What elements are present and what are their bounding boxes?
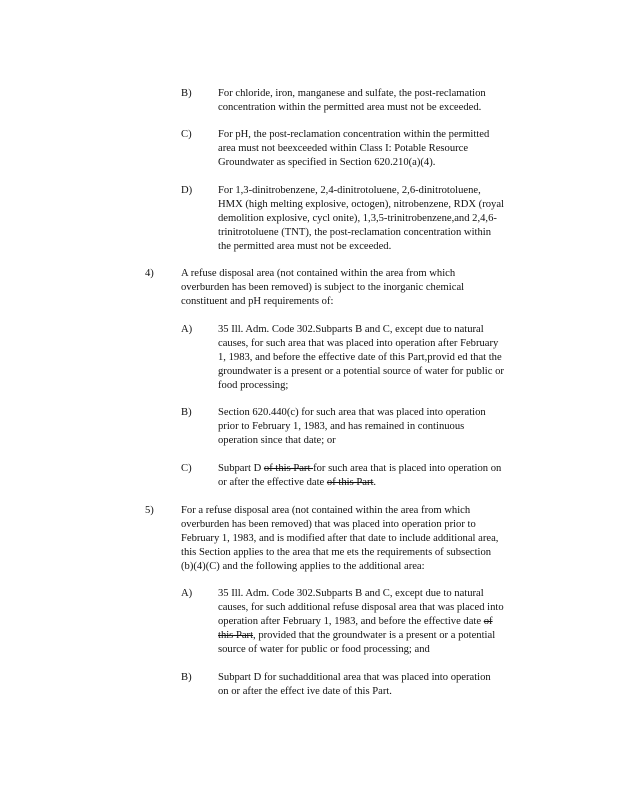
struck-text: this Part [218,630,254,641]
item-text [181,267,493,309]
text-run: A refuse disposal area (not contained within the area from which [181,268,456,279]
text-run: HMX (high melting explosive, octogen), nitrobenzene, RDX (royal [218,199,504,210]
text-run: Section 620.440(c) for such area that was placed into operation [218,407,486,418]
text-line [218,87,510,101]
text-line [181,532,537,546]
text-run: , provided that the groundwater is a present or a potential [253,630,496,641]
text-run: 35 Ill. Adm. Code 302.Subparts B and C, except due to natural [218,588,484,599]
text-run: this Section applies to the area that me ets the requirements of subsection [181,547,492,558]
text-line [218,685,518,699]
text-run: For pH, the post-reclamation concentration within the permitted [218,129,490,140]
text-line [218,128,518,142]
struck-text: of this Part [263,463,314,474]
text-run: or after the effective date [218,477,327,488]
text-line [218,337,542,351]
text-line [218,671,518,685]
text-run: area must not beexceeded within Class I: Potable Resource [218,143,469,154]
text-run: constituent and pH requirements of: [181,296,334,307]
text-run: food processing; [218,380,289,391]
text-run: causes, for such additional refuse disposal area that was placed into [218,602,504,613]
item-label: 5) [145,505,154,516]
item-text [218,671,518,699]
text-line [218,226,538,240]
text-line [181,560,537,574]
text-line [218,462,536,476]
item-text [218,323,542,393]
text-line [218,643,540,657]
text-line [218,601,540,615]
text-line [181,267,493,281]
text-run: demolition explosive, cycl onite), 1,3,5-trinitrobenzene,and 2,4,6- [218,213,497,224]
item-text [218,87,510,115]
text-run: Groundwater as specified in Section 620.210(a)(4). [218,157,436,168]
text-run: for such area that is placed into operation on [313,463,502,474]
text-line [181,281,493,295]
text-run: groundwater is a present or a potential source of water for public or [218,366,504,377]
text-run: Subpart D for suchadditional area that was placed into operation [218,672,491,683]
text-line [218,365,542,379]
text-run: (b)(4)(C) and the following applies to the additional area: [181,561,425,572]
text-run: concentration within the permitted area must not be exceeded. [218,102,482,113]
text-line [218,420,514,434]
item-text [218,406,514,448]
text-line [218,629,540,643]
text-line [218,434,514,448]
text-run: 35 Ill. Adm. Code 302.Subparts B and C, except due to natural [218,324,484,335]
item-label: 4) [145,268,154,279]
struck-text: of this Part [326,477,374,488]
item-label: B) [181,672,192,683]
text-line [181,295,493,309]
text-line [218,323,542,337]
text-line [218,101,510,115]
text-run: February 1, 1983, and is modified after that date to include additional area, [181,533,499,544]
item-label: D) [181,185,193,196]
text-line [181,546,537,560]
text-line [218,240,538,254]
text-line [218,142,518,156]
item-label: B) [181,407,192,418]
text-run: operation after February 1, 1983, and before the effective date [218,616,484,627]
text-run: on or after the effect ive date of this Part. [218,686,392,697]
text-run: Subpart D [218,463,264,474]
text-line [218,406,514,420]
item-text [218,462,536,490]
text-run: prior to February 1, 1983, and has remained in continuous [218,421,465,432]
text-run: For a refuse disposal area (not contained within the area from which [181,505,471,516]
item-text [218,587,540,657]
text-line [218,184,538,198]
text-line [218,476,536,490]
struck-text: of [483,616,493,627]
text-line [218,198,538,212]
text-run: For 1,3-dinitrobenzene, 2,4-dinitrotoluene, 2,6-dinitrotoluene, [218,185,481,196]
item-label: A) [181,588,193,599]
text-line [218,379,542,393]
text-line [181,518,537,532]
text-run: trinitrotoluene (TNT), the post-reclamation concentration within [218,227,491,238]
text-line [218,351,542,365]
text-run: causes, for such area that was placed into operation after February [218,338,499,349]
item-label: A) [181,324,193,335]
text-run: For chloride, iron, manganese and sulfate, the post-reclamation [218,88,486,99]
text-run: . [373,477,377,488]
item-label: C) [181,129,192,140]
text-line [218,587,540,601]
text-run: overburden has been removed) is subject to the inorganic chemical [181,282,465,293]
item-label: B) [181,88,192,99]
text-run: the permitted area must not be exceeded. [218,241,392,252]
text-line [181,504,537,518]
text-line [218,212,538,226]
item-text [218,128,518,170]
text-run: source of water for public or food processing; and [218,644,430,655]
text-line [218,156,518,170]
text-run: operation since that date; or [218,435,336,446]
item-text [181,504,537,574]
item-text [218,184,538,254]
text-run: overburden has been removed) that was placed into operation prior to [181,519,476,530]
text-line [218,615,540,629]
text-run: 1, 1983, and before the effective date of this Part,provid ed that the [218,352,502,363]
item-label: C) [181,463,192,474]
